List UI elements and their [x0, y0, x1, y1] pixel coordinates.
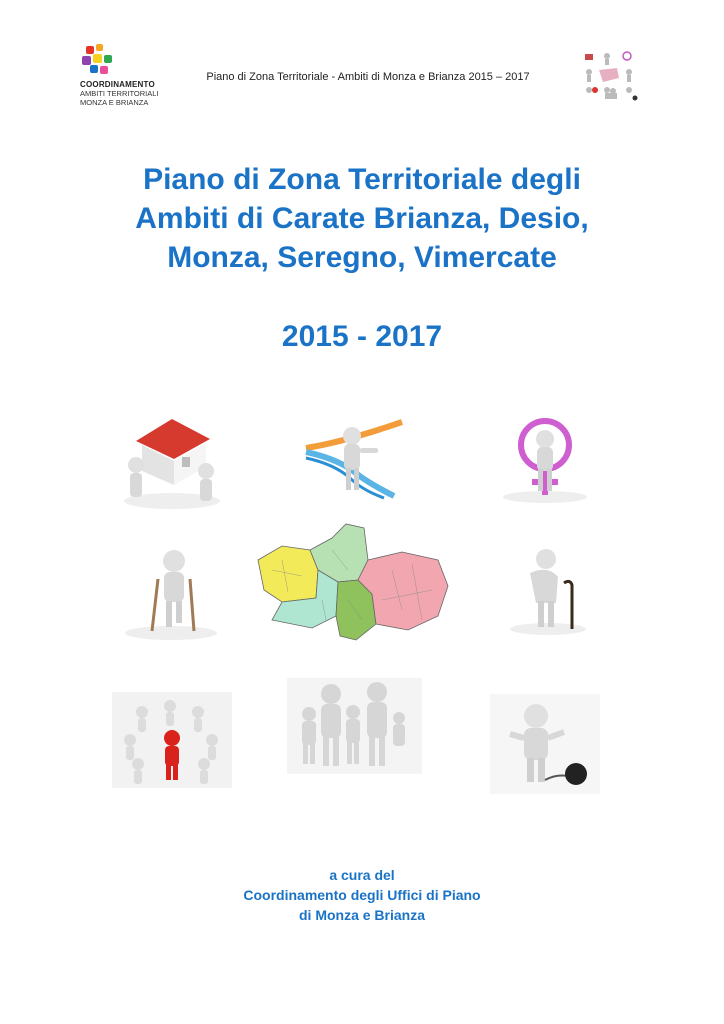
header-icons-grid: [583, 50, 643, 102]
elderly-cane-icon: [508, 543, 588, 635]
territory-map: [252, 520, 452, 650]
gender-icon: [500, 413, 590, 503]
coordinamento-logo: [80, 44, 200, 114]
title-line-3: Monza, Seregno, Vimercate: [167, 241, 557, 274]
logo-title: COORDINAMENTO: [80, 80, 155, 89]
circle-people-icon: [112, 692, 232, 788]
trend-arrows-icon: [304, 418, 404, 500]
credits-line-1: a cura del: [329, 867, 395, 883]
ball-chain-icon: [490, 694, 600, 794]
logo-subtitle-2: MONZA E BRIANZA: [80, 98, 149, 107]
document-title: [60, 160, 664, 277]
running-header: Piano di Zona Territoriale - Ambiti di Monza e Brianza 2015 – 2017: [206, 71, 530, 83]
credits: [100, 865, 624, 925]
logo-subtitle-1: AMBITI TERRITORIALI: [80, 89, 159, 98]
logo-mark-icon: [80, 44, 120, 80]
credits-line-2: Coordinamento degli Uffici di Piano: [243, 887, 481, 903]
title-line-2: Ambiti di Carate Brianza, Desio,: [135, 202, 589, 235]
house-carry-icon: [122, 413, 222, 511]
credits-line-3: di Monza e Brianza: [298, 907, 426, 923]
title-line-1: Piano di Zona Territoriale degli: [143, 163, 581, 196]
crutches-icon: [122, 543, 220, 641]
document-years: 2015 - 2017: [281, 320, 443, 353]
family-icon: [287, 678, 422, 774]
